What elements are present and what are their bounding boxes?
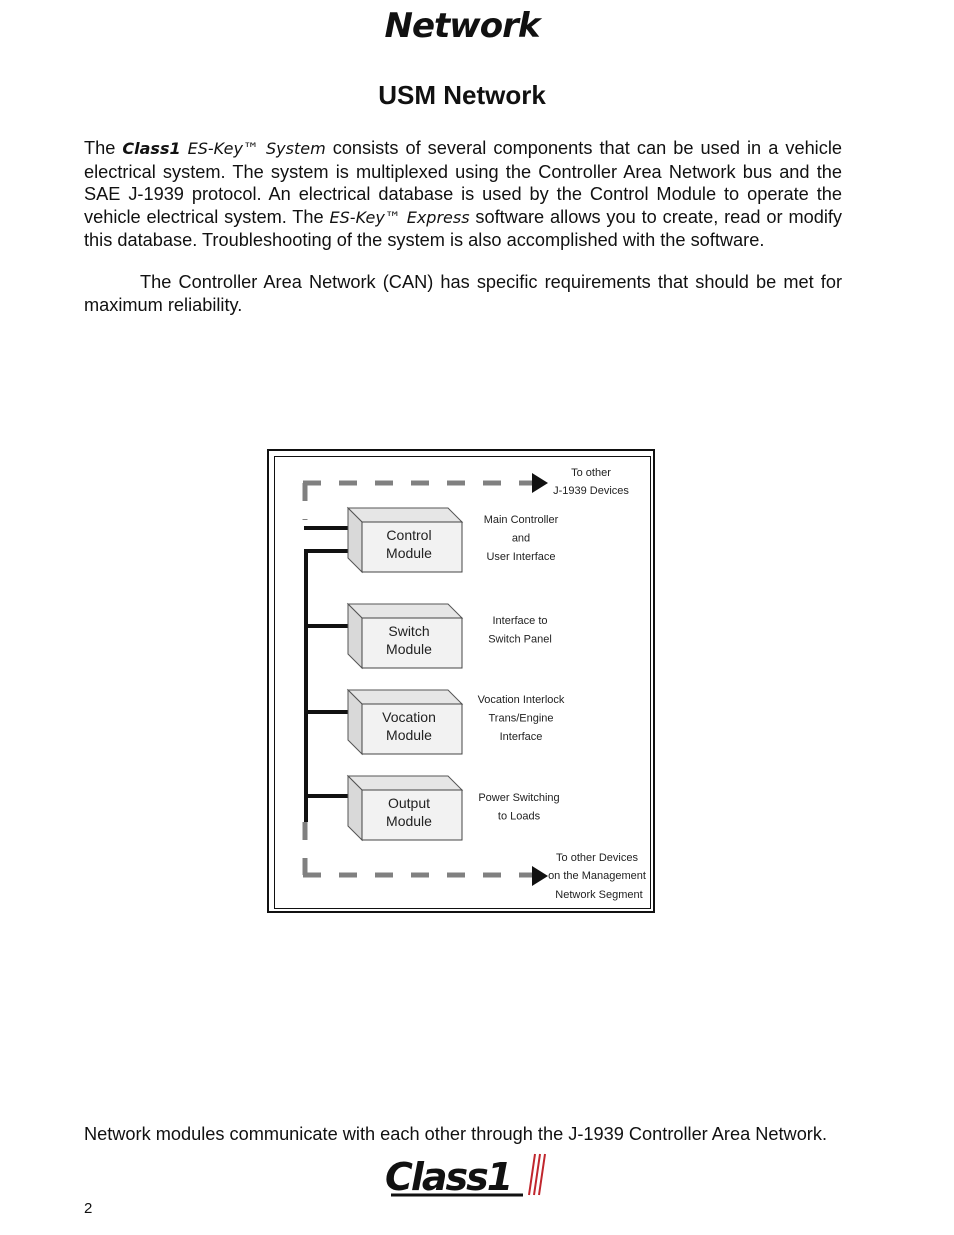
bottom-arrow-label-line-1: To other Devices bbox=[556, 852, 638, 864]
vocation-module-description-line-3: Interface bbox=[499, 731, 543, 743]
intro-text-2: consists of several components that can be used in a vehicle electrical system. The system is multiplexed using the Controller Area Network bus and the SAE J-1939 protocol. An electrical database is used by the Control Module to operate the vehicle electrical system. The bbox=[84, 138, 842, 227]
output-module-description-line-2: to Loads bbox=[497, 810, 541, 823]
page-title: USM Network bbox=[378, 80, 546, 110]
brand-eskey-system: ES-Key™ System bbox=[187, 139, 326, 158]
output-module-label-line-1: Output bbox=[387, 795, 431, 811]
top-arrow-label-line-2: J-1939 Devices bbox=[553, 485, 629, 497]
switch-module-label-line-1: Switch bbox=[388, 623, 430, 639]
control-module-label-line-2: Module bbox=[386, 545, 432, 561]
figure-caption: Network modules communicate with each other through the J-1939 Controller Area Network. bbox=[84, 1124, 828, 1144]
control-module-label-line-1: Control bbox=[386, 527, 432, 543]
switch-module-description-line-2: Switch Panel bbox=[488, 633, 552, 646]
control-module-description-line-3: User Interface bbox=[486, 551, 556, 563]
logo-lettering: Class1 bbox=[385, 1155, 512, 1198]
output-module bbox=[348, 776, 560, 840]
section-heading: Network bbox=[384, 6, 540, 46]
page-number: 2 bbox=[84, 1200, 93, 1217]
switch-module-description-line-1: Interface to bbox=[492, 615, 548, 627]
switch-module-label-line-2: Module bbox=[386, 641, 432, 657]
can-paragraph-text: The Controller Area Network (CAN) has specific requirements that should be met for maximum reliability. bbox=[84, 272, 842, 315]
intro-text-3: software allows you to create, read or modify this database. Troubleshooting of the system is also accomplished with the software. bbox=[84, 206, 843, 251]
intro-text-1: The bbox=[84, 138, 116, 158]
top-arrow-label-line-1: To other bbox=[571, 467, 611, 479]
vocation-module-label-line-2: Module bbox=[386, 727, 432, 743]
top-arrow-icon bbox=[532, 473, 548, 493]
switch-module bbox=[348, 604, 552, 668]
brand-class1: Class1 bbox=[122, 139, 181, 158]
bottom-arrow-label-line-2: on the Management bbox=[548, 870, 646, 882]
vocation-module-label-line-1: Vocation bbox=[382, 709, 436, 725]
logo-red-stripes bbox=[529, 1154, 545, 1195]
control-module bbox=[348, 508, 559, 572]
vocation-module-description-line-1: Vocation Interlock bbox=[477, 694, 565, 706]
vocation-module bbox=[348, 690, 565, 754]
can-backbone bbox=[304, 528, 350, 822]
bottom-arrow-label-line-3: Network Segment bbox=[555, 889, 643, 901]
brand-eskey-express: ES-Key™ Express bbox=[329, 207, 470, 227]
output-module-description-line-1: Power Switching bbox=[478, 792, 560, 804]
control-module-description-line-1: Main Controller bbox=[483, 514, 559, 526]
vocation-module-description-line-2: Trans/Engine bbox=[488, 712, 554, 725]
class1-logo bbox=[383, 1150, 553, 1198]
bottom-arrow-icon bbox=[532, 866, 548, 886]
output-module-label-line-2: Module bbox=[386, 813, 432, 829]
control-module-description-line-2: and bbox=[511, 532, 531, 545]
